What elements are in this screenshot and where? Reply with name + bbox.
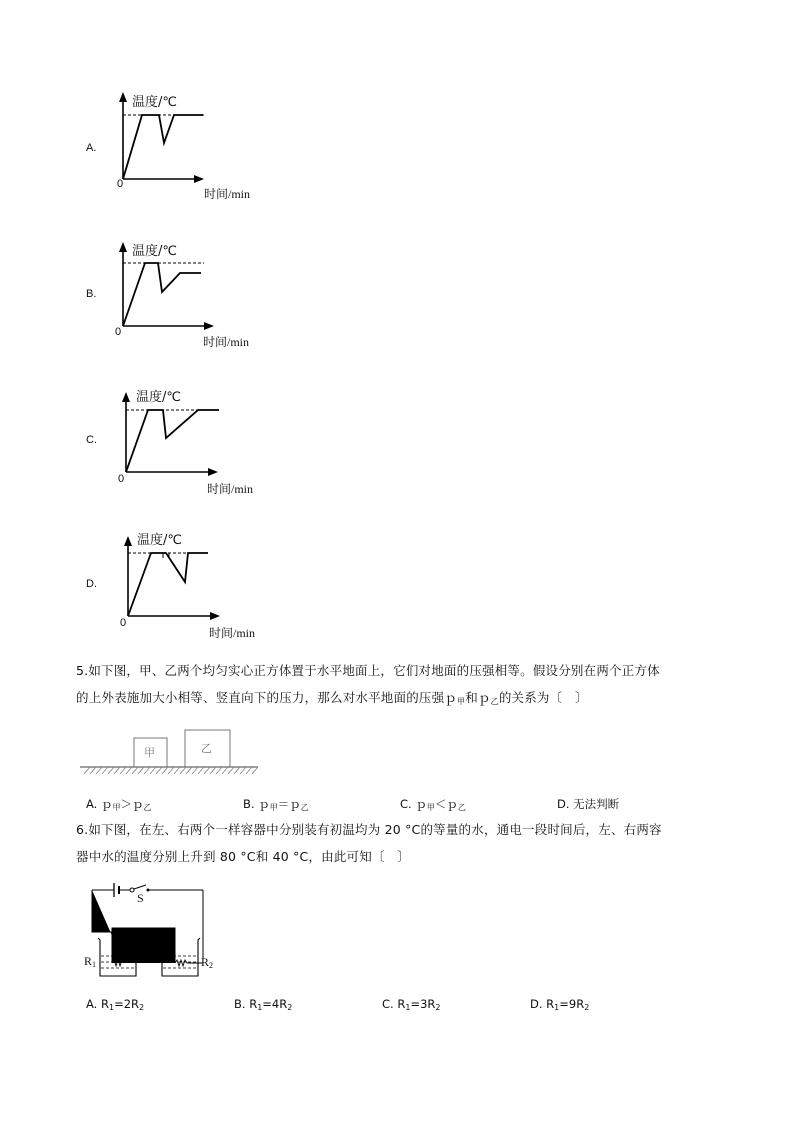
question-5-text — [76, 657, 776, 715]
x-axis-arrow — [204, 322, 214, 330]
y-axis-arrow — [119, 92, 127, 102]
curve — [123, 115, 203, 179]
q6-option-d[interactable] — [530, 997, 589, 1012]
text-segment: B. ｐ — [243, 797, 270, 811]
curve — [126, 410, 219, 472]
q5-option-b[interactable] — [243, 796, 309, 813]
text-segment: =9R — [559, 997, 585, 1011]
text-segment: ＞ｐ — [120, 797, 144, 811]
text-segment: A. R — [86, 997, 109, 1011]
text-segment: R — [84, 954, 93, 968]
subscript: 甲 — [112, 803, 121, 812]
question-6-line-1: 6.如下图，在左、右两个一样容器中分别装有初温均为 20 °C的等量的水，通电一段时间后，左、右两容 — [76, 822, 662, 837]
y-axis-label: 温度/℃ — [137, 533, 182, 548]
text-segment: ＜ｐ — [434, 797, 458, 811]
text-segment: R — [201, 955, 210, 969]
subscript: 甲 — [426, 803, 435, 812]
text-segment: C. ｐ — [400, 797, 427, 811]
curve — [123, 263, 201, 326]
graph-option-d — [86, 528, 286, 643]
origin-label: 0 — [118, 473, 125, 485]
x-axis-label: 时间/min — [209, 626, 256, 640]
x-axis-arrow — [208, 468, 218, 476]
temperature-graph — [86, 236, 286, 351]
circuit-figure — [80, 880, 230, 980]
temperature-graph — [86, 88, 286, 203]
subscript: 2 — [435, 1003, 441, 1012]
switch-terminal-left — [130, 888, 134, 892]
text-segment: C. R — [382, 997, 406, 1011]
subscript: 乙 — [143, 803, 152, 812]
switch-blade — [134, 885, 146, 889]
origin-label: 0 — [115, 326, 122, 338]
q6-option-c[interactable] — [382, 997, 440, 1012]
r1-label — [84, 954, 96, 969]
q6-option-b[interactable] — [234, 997, 292, 1012]
switch-label: S — [137, 891, 144, 905]
subscript: 1 — [92, 960, 97, 969]
y-axis-label: 温度/℃ — [136, 390, 181, 405]
text-segment: ＝ｐ — [277, 797, 301, 811]
q6-option-a[interactable] — [86, 997, 144, 1012]
cubes-figure — [76, 730, 266, 780]
origin-label: 0 — [117, 178, 124, 190]
x-axis-arrow — [210, 612, 220, 620]
subscript: 2 — [139, 1003, 145, 1012]
ground-hatching — [84, 767, 258, 774]
x-axis-label: 时间/min — [204, 187, 251, 201]
question-5-line-2 — [76, 684, 776, 715]
question-6-text — [76, 816, 776, 870]
graph-option-a — [86, 88, 286, 203]
temperature-graph — [86, 384, 286, 499]
subscript: 2 — [584, 1003, 590, 1012]
subscript: 1 — [405, 1003, 411, 1012]
text-segment: =3R — [410, 997, 436, 1011]
curve — [128, 553, 208, 616]
temperature-graph — [86, 528, 286, 643]
text-segment: 的上外表施加大小相等、竖直向下的压力，那么对水平地面的压强ｐ — [76, 690, 458, 705]
cube-yi-label: 乙 — [201, 742, 212, 755]
text-segment: A. ｐ — [86, 797, 113, 811]
text-segment: D. R — [530, 997, 555, 1011]
r2-label — [201, 955, 213, 970]
graph-option-c — [86, 384, 286, 499]
origin-label: 0 — [120, 617, 127, 629]
option-letter: B. — [86, 288, 97, 300]
subscript: 2 — [287, 1003, 293, 1012]
subscript: 乙 — [490, 697, 499, 706]
resistor-right — [175, 960, 203, 966]
subscript: 1 — [108, 1003, 115, 1012]
subscript: 乙 — [300, 803, 309, 812]
ground-with-cubes — [76, 730, 266, 780]
x-axis-label: 时间/min — [207, 482, 254, 496]
cube-jia-label: 甲 — [144, 746, 155, 759]
subscript: 甲 — [269, 803, 278, 812]
q5-option-a[interactable] — [86, 796, 151, 813]
y-axis-label: 温度/℃ — [132, 244, 177, 259]
subscript: 甲 — [457, 697, 466, 706]
option-letter: C. — [86, 434, 97, 446]
option-letter: A. — [86, 142, 97, 154]
question-5-line-1: 5.如下图，甲、乙两个均匀实心正方体置于水平地面上，它们对地面的压强相等。假设分别在两个正方体 — [76, 663, 660, 678]
text-segment: =4R — [262, 997, 288, 1011]
q5-option-c[interactable] — [400, 796, 466, 813]
subscript: 1 — [257, 1003, 263, 1012]
q5-option-d[interactable]: D. 无法判断 — [557, 797, 620, 811]
subscript: 1 — [554, 1003, 560, 1012]
text-segment: 的关系为〔 〕 — [498, 690, 588, 705]
y-axis-arrow — [122, 392, 130, 402]
question-6-line-2: 器中水的温度分别上升到 80 °C和 40 °C，由此可知〔 〕 — [76, 849, 411, 864]
x-axis-label: 时间/min — [203, 335, 250, 349]
y-axis-label: 温度/℃ — [132, 95, 177, 110]
subscript: 2 — [209, 961, 214, 970]
text-segment: B. R — [234, 997, 258, 1011]
wire-between-beakers — [112, 928, 175, 963]
text-segment: 和ｐ — [465, 690, 491, 705]
x-axis-arrow — [194, 175, 204, 183]
graph-option-b — [86, 236, 286, 351]
y-axis-arrow — [124, 536, 132, 546]
option-letter: D. — [86, 578, 97, 590]
subscript: 乙 — [457, 803, 466, 812]
y-axis-arrow — [119, 242, 127, 252]
text-segment: =2R — [114, 997, 140, 1011]
